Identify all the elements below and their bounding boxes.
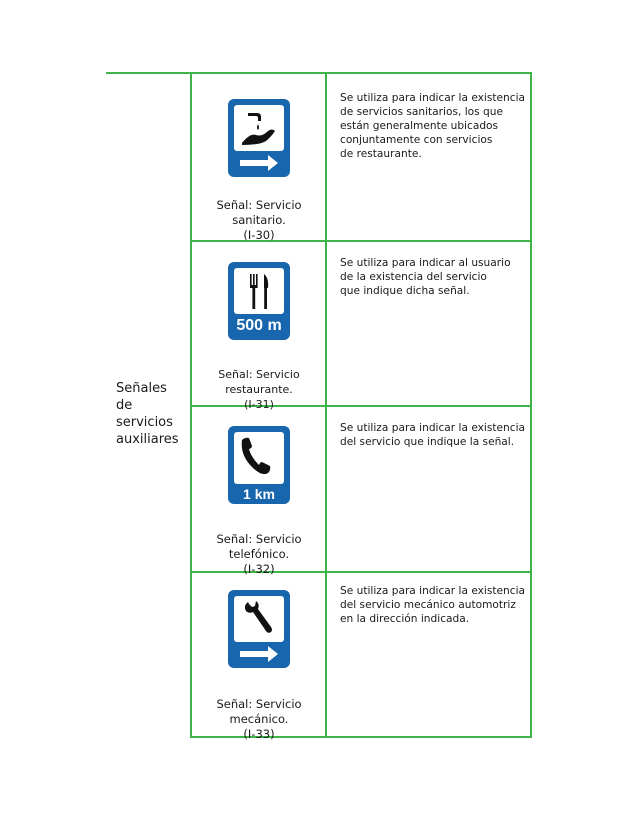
distance-label: 1 km xyxy=(243,486,275,502)
caption-i32 xyxy=(192,532,326,577)
description-line: en la dirección indicada. xyxy=(340,613,470,625)
distance-label: 500 m xyxy=(236,317,282,334)
caption-i33 xyxy=(192,697,326,742)
caption-code: (I-30) xyxy=(243,228,275,242)
caption-name: Señal: Servicio sanitario. xyxy=(216,198,302,227)
description-line: Se utiliza para indicar la existencia xyxy=(340,422,526,434)
telephone-sign xyxy=(228,426,290,504)
restaurant-sign xyxy=(228,262,290,340)
sanitary-service-icon xyxy=(228,99,290,177)
description-line: del servicio que indique la señal. xyxy=(340,436,515,448)
sanitary-sign xyxy=(228,99,290,177)
mechanic-service-icon xyxy=(228,590,290,668)
caption-name: Señal: Servicio restaurante. xyxy=(218,368,300,396)
category-label: Señales de servicios auxiliares xyxy=(116,381,179,447)
description-line: Se utiliza para indicar la existencia xyxy=(340,92,526,104)
description-line: están generalmente ubicados xyxy=(340,120,499,132)
description-line: que indique dicha señal. xyxy=(340,285,470,297)
table-top-rule xyxy=(106,72,532,74)
description-line: conjuntamente con servicios xyxy=(340,134,493,146)
caption-code: (I-31) xyxy=(244,398,274,411)
description-i31 xyxy=(340,256,526,298)
description-i30 xyxy=(340,91,526,161)
caption-name: Señal: Servicio telefónico. xyxy=(216,532,302,561)
description-i32 xyxy=(340,421,526,449)
caption-code: (I-32) xyxy=(243,562,275,576)
caption-i30 xyxy=(192,198,326,243)
mechanic-sign xyxy=(228,590,290,668)
description-line: del servicio mecánico automotriz xyxy=(340,599,516,611)
description-line: Se utiliza para indicar al usuario xyxy=(340,257,511,269)
caption-code: (I-33) xyxy=(243,727,275,741)
description-line: Se utiliza para indicar la existencia xyxy=(340,585,526,597)
description-line: de la existencia del servicio xyxy=(340,271,487,283)
description-line: de restaurante. xyxy=(340,148,422,160)
description-line: de servicios sanitarios, los que xyxy=(340,106,503,118)
description-i33 xyxy=(340,584,526,626)
caption-name: Señal: Servicio mecánico. xyxy=(216,697,302,726)
caption-i31 xyxy=(192,367,326,412)
